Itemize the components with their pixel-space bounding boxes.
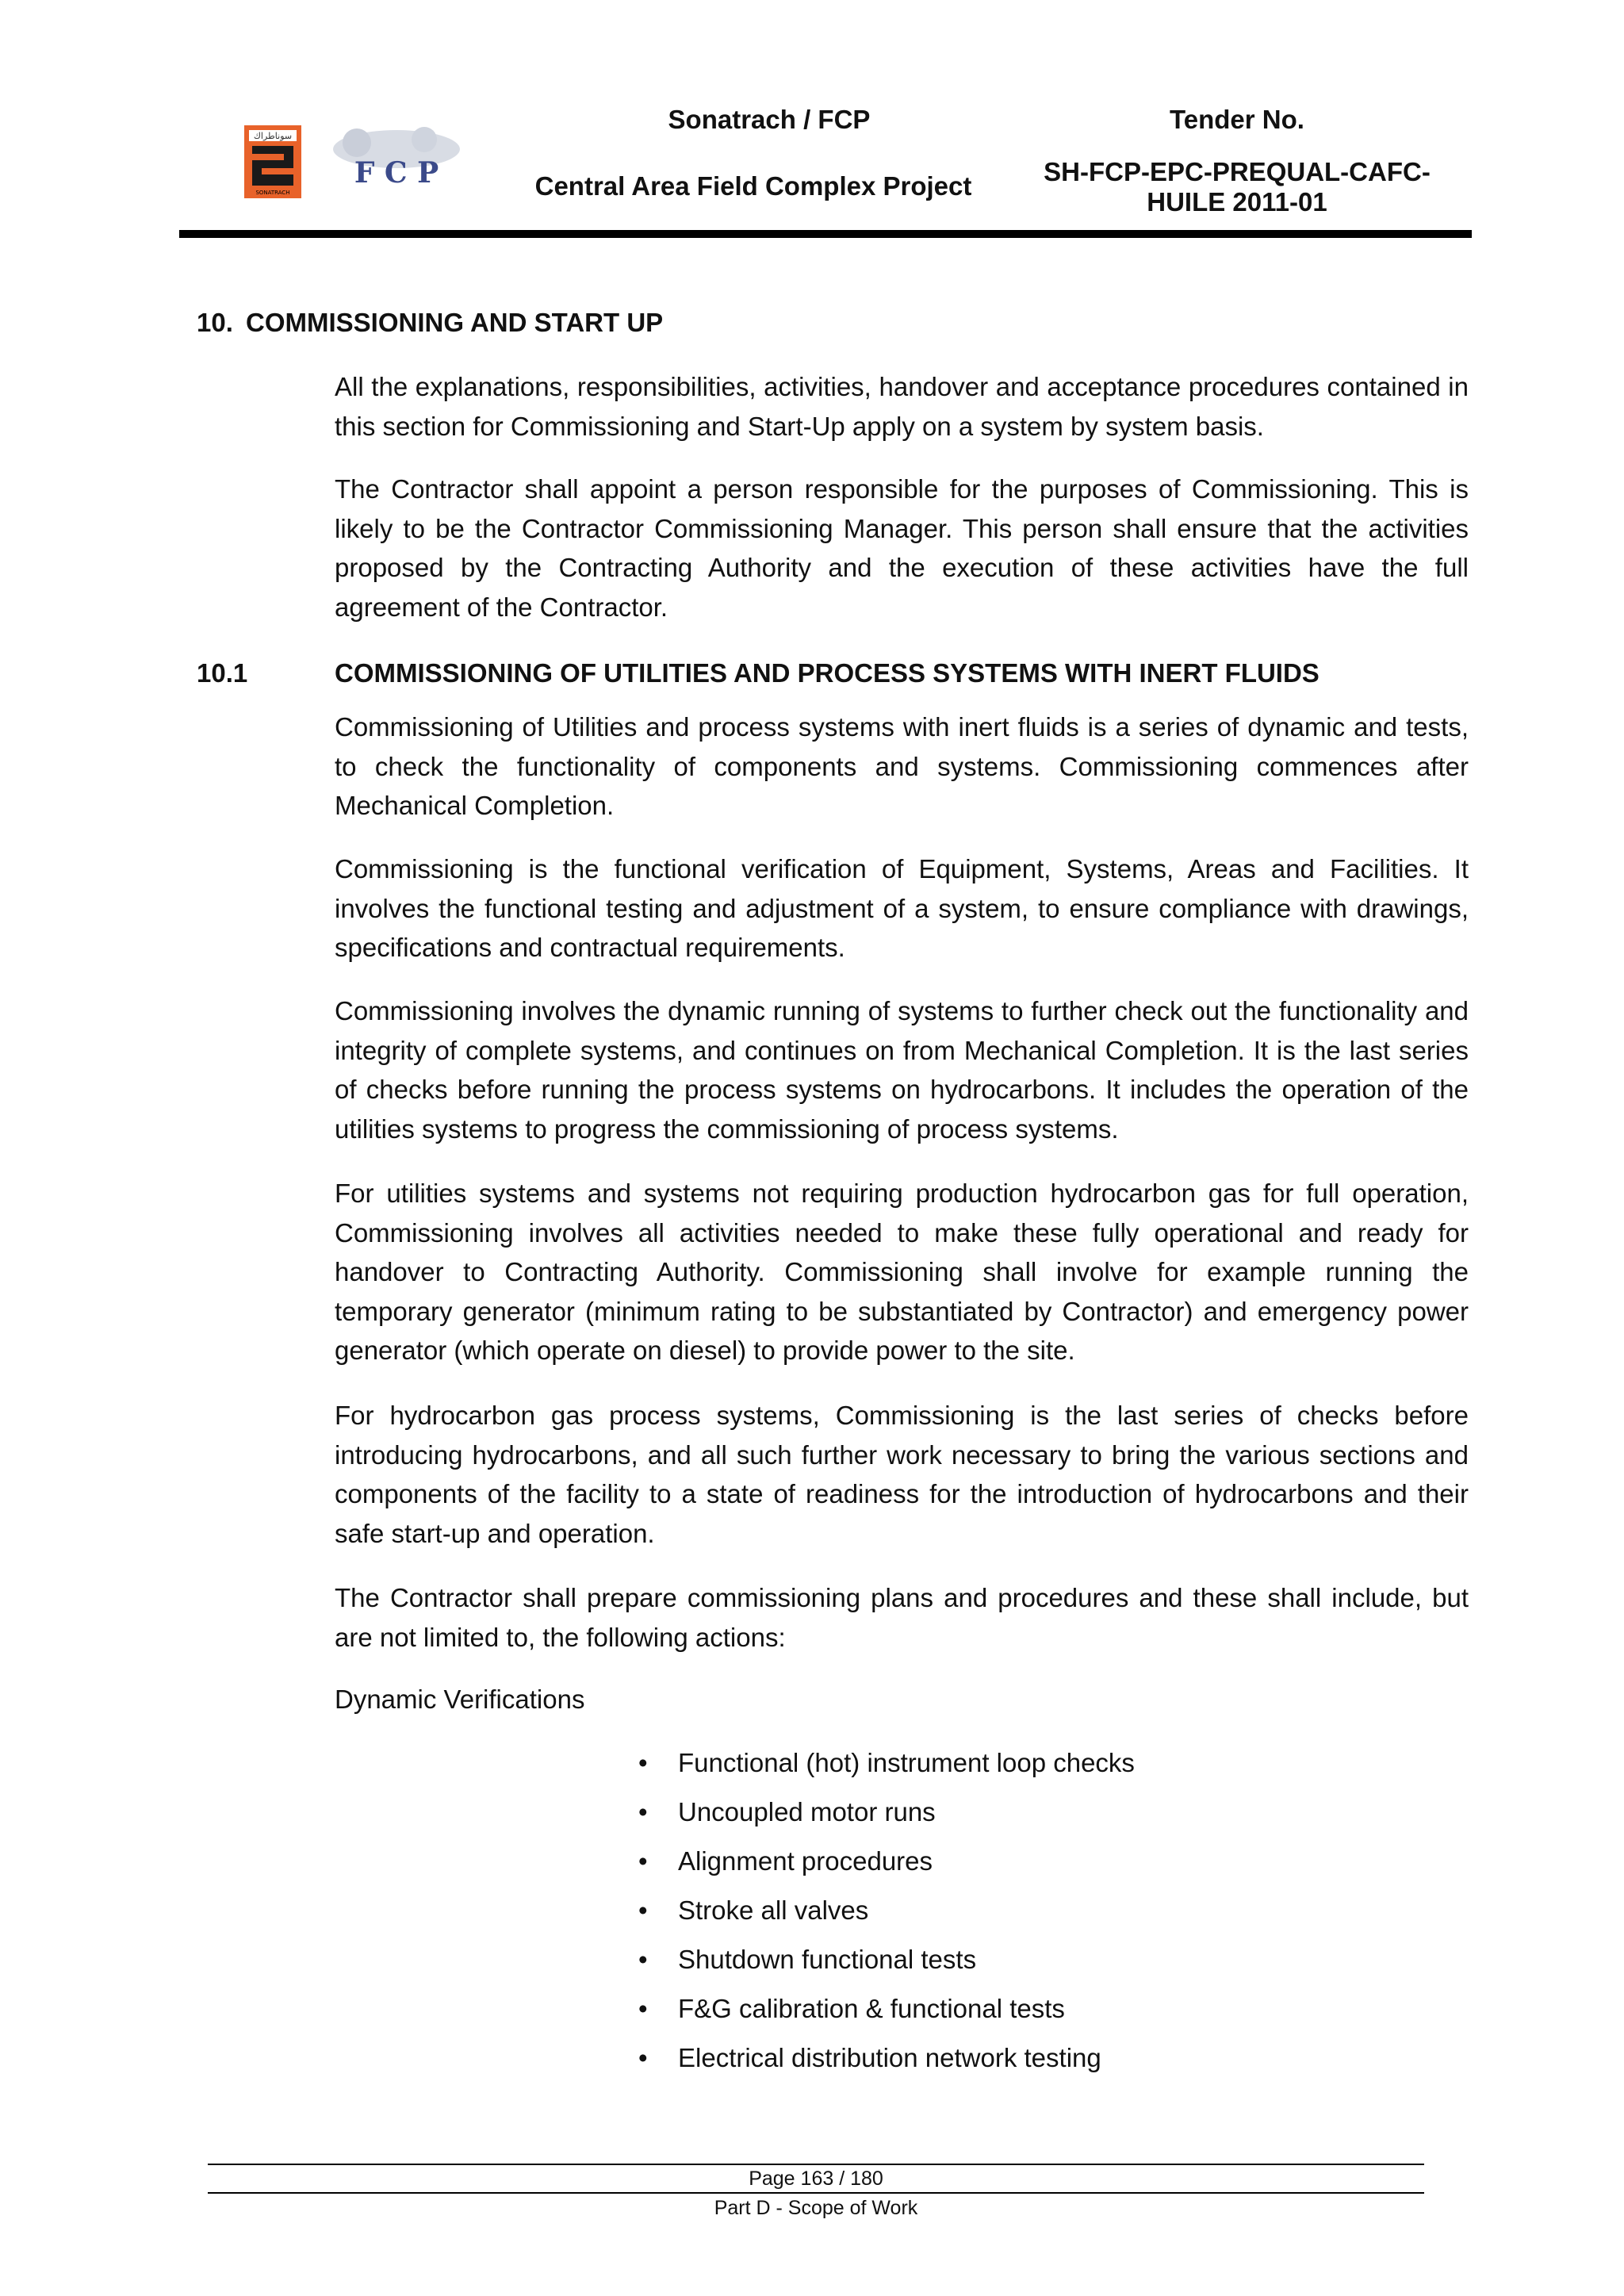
dynamic-verifications-label: Dynamic Verifications [335, 1685, 585, 1714]
header-org: Sonatrach / FCP [668, 105, 871, 134]
subsection-paragraph-2: Commissioning is the functional verification of Equipment, Systems, Areas and Facilities. It involves the functional testing and adjustment of a system, to ensure compliance with drawings, specifications and contractual requirements. [335, 854, 1469, 962]
header-project: Central Area Field Complex Project [534, 171, 972, 201]
section-heading [197, 308, 663, 338]
bullet-icon: • [638, 1797, 648, 1826]
list-item: • Functional (hot) instrument loop checks [638, 1743, 1135, 1792]
list-item: • Alignment procedures [638, 1842, 1135, 1891]
subsection-paragraph-5: For hydrocarbon gas process systems, Commissioning is the last series of checks before introducing hydrocarbons, and all such further work necessary to bring the various sections and components of the facility to a state of readiness for the introduction of hydrocarbons and their safe start-up and operation. [335, 1401, 1469, 1548]
svg-text:سوناطراك: سوناطراك [253, 131, 293, 141]
fcp-logo-text: F C P [354, 156, 439, 190]
footer-page-number: Page 163 / 180 [749, 2168, 883, 2190]
list-item: • Uncoupled motor runs [638, 1792, 1135, 1842]
svg-text:SONATRACH: SONATRACH [255, 190, 290, 196]
bullet-icon: • [638, 1945, 648, 1974]
header-logos [238, 119, 492, 206]
bullet-icon: • [638, 1748, 648, 1777]
subsection-paragraph-1: Commissioning of Utilities and process systems with inert fluids is a series of dynamic and tests, to check the functionality of components and systems. Commissioning commences after Mechanical Completion. [335, 712, 1469, 820]
verification-list [638, 1743, 1135, 2087]
bullet-icon: • [638, 1846, 648, 1876]
header-rule [179, 230, 1472, 238]
footer-part: Part D - Scope of Work [714, 2197, 918, 2219]
subsection-number: 10.1 [197, 658, 248, 688]
subsection-paragraph-6: The Contractor shall prepare commissioning plans and procedures and these shall include, but are not limited to, the following actions: [335, 1583, 1469, 1652]
sonatrach-logo [238, 119, 492, 206]
bullet-icon: • [638, 1994, 648, 2023]
header-tender-number: SH-FCP-EPC-PREQUAL-CAFC-HUILE 2011-01 [1044, 157, 1431, 217]
list-item: • Electrical distribution network testing [638, 2038, 1135, 2087]
section-paragraph-2: The Contractor shall appoint a person responsible for the purposes of Commissioning. This is likely to be the Contractor Commissioning Manager. This person shall ensure that the activities proposed by the Contracting Authority and the execution of these activities have the full agreement of the Contractor. [335, 474, 1469, 622]
list-item: • F&G calibration & functional tests [638, 1989, 1135, 2038]
bullet-icon: • [638, 2043, 648, 2072]
subsection-title: COMMISSIONING OF UTILITIES AND PROCESS SYSTEMS WITH INERT FLUIDS [335, 658, 1320, 688]
bullet-icon: • [638, 1895, 648, 1925]
list-item: • Shutdown functional tests [638, 1940, 1135, 1989]
footer-rule-top [208, 2164, 1424, 2165]
list-item: • Stroke all valves [638, 1891, 1135, 1940]
section-paragraph-1: All the explanations, responsibilities, activities, handover and acceptance procedures contained in this section for Commissioning and Start-Up apply on a system by system basis. [335, 372, 1469, 441]
footer-rule-bottom [208, 2192, 1424, 2194]
subsection-paragraph-4: For utilities systems and systems not requiring production hydrocarbon gas for full operation, Commissioning involves all activities needed to make these fully operational and ready for handover to Contracting Authority. Commissioning shall involve for example running the temporary generator (minimum rating to be substantiated by Contractor) and emergency power generator (which operate on diesel) to provide power to the site. [335, 1179, 1469, 1365]
subsection-paragraph-3: Commissioning involves the dynamic running of systems to further check out the functionality and integrity of complete systems, and continues on from Mechanical Completion. It is the last series of checks before running the process systems on hydrocarbons. It includes the operation of the utilities systems to progress the commissioning of process systems. [335, 996, 1469, 1144]
section-title: COMMISSIONING AND START UP [246, 308, 664, 337]
section-number: 10. [197, 308, 233, 337]
header-tender-label: Tender No. [1170, 105, 1304, 134]
